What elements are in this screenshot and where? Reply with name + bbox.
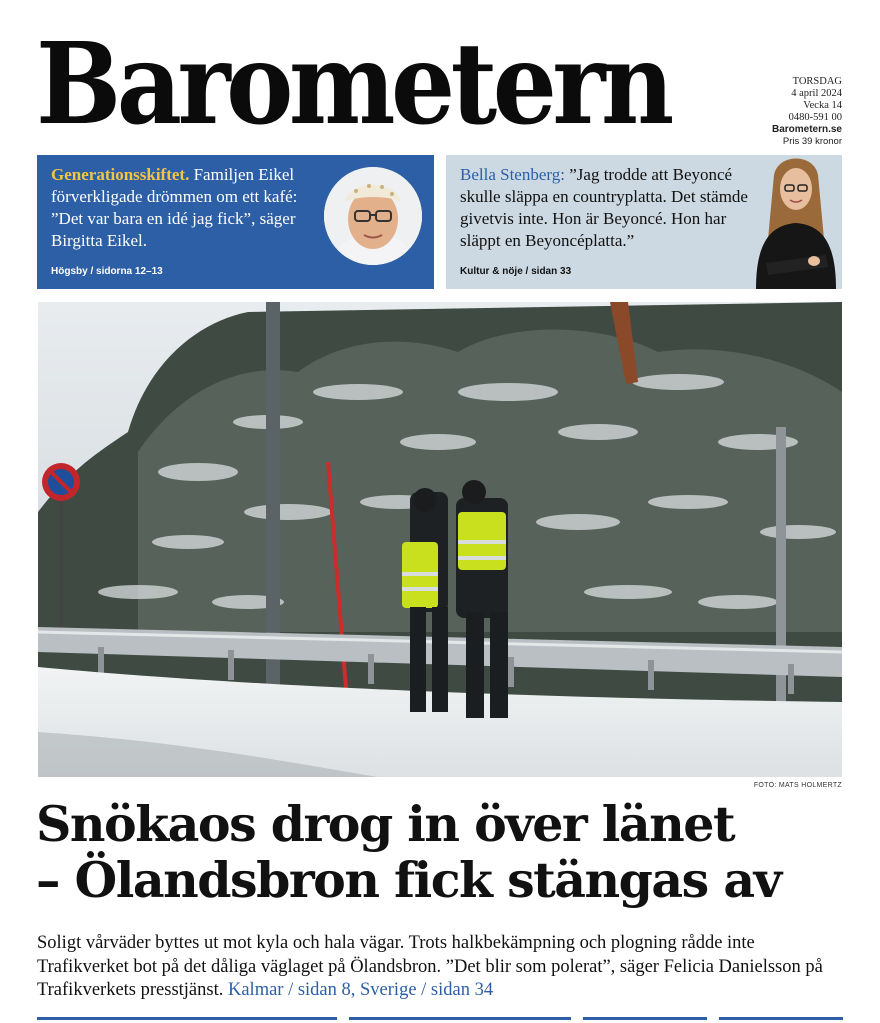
teaser-left-body: Familjen Eikel förverkligade drömmen om ett kafé: ”Det var bara en idé jag fick”, säger Birgitta Eikel. <box>51 165 298 250</box>
divider-segment <box>349 1017 571 1020</box>
edition-date: 4 april 2024 <box>791 88 842 99</box>
teaser-generationsskiftet[interactable] <box>37 155 434 289</box>
main-photo-police-snow <box>38 302 842 777</box>
photo-credit: FOTO: MATS HOLMERTZ <box>753 782 842 789</box>
portrait-bella-stenberg <box>748 155 840 289</box>
article-lead-text: Soligt vårväder byttes ut mot kyla och hala vägar. Trots halkbekämpning och plogning rådde inte Trafikverket bot på det dåliga väglaget på Ölandsbron. ”Det blir som polerat”, säger Felicia Danielsson på Trafikverkets presstjänst. <box>37 933 823 1000</box>
teaser-right-text <box>460 164 750 252</box>
headline-line-1: Snökaos drog in över länet <box>36 795 735 853</box>
bottom-divider <box>37 1017 843 1020</box>
teaser-bella-stenberg[interactable] <box>446 155 842 289</box>
portrait-birgitta-eikel <box>324 167 422 265</box>
edition-info <box>752 76 842 148</box>
teaser-right-kicker: Bella Stenberg: <box>460 165 565 184</box>
divider-segment <box>583 1017 707 1020</box>
edition-site: Barometern.se <box>771 124 842 135</box>
teaser-right-body: ”Jag trodde att Beyoncé skulle släppa en countryplatta. Det stämde givetvis inte. Hon är Beyoncé. Hon har släppt en Beyoncéplatta.” <box>460 165 748 250</box>
masthead <box>36 19 670 150</box>
divider-segment <box>719 1017 843 1020</box>
main-headline[interactable] <box>36 796 846 908</box>
divider-segment <box>37 1017 337 1020</box>
headline-line-2: – Ölandsbron fick stängas av <box>36 851 781 909</box>
teaser-left-kicker: Generationsskiftet. <box>51 165 190 184</box>
teaser-right-page-ref: Kultur & nöje / sidan 33 <box>460 266 572 277</box>
edition-day: TORSDAG <box>792 76 842 87</box>
teaser-left-text <box>51 164 321 252</box>
teaser-left-page-ref: Högsby / sidorna 12–13 <box>51 266 163 277</box>
edition-price: Pris 39 kronor <box>782 136 842 147</box>
article-page-refs[interactable]: Kalmar / sidan 8, Sverige / sidan 34 <box>227 980 494 1000</box>
edition-week: Vecka 14 <box>803 100 842 111</box>
newspaper-logo: Barometern <box>36 19 670 150</box>
article-lead <box>37 932 847 1003</box>
edition-phone: 0480-591 00 <box>788 112 842 123</box>
